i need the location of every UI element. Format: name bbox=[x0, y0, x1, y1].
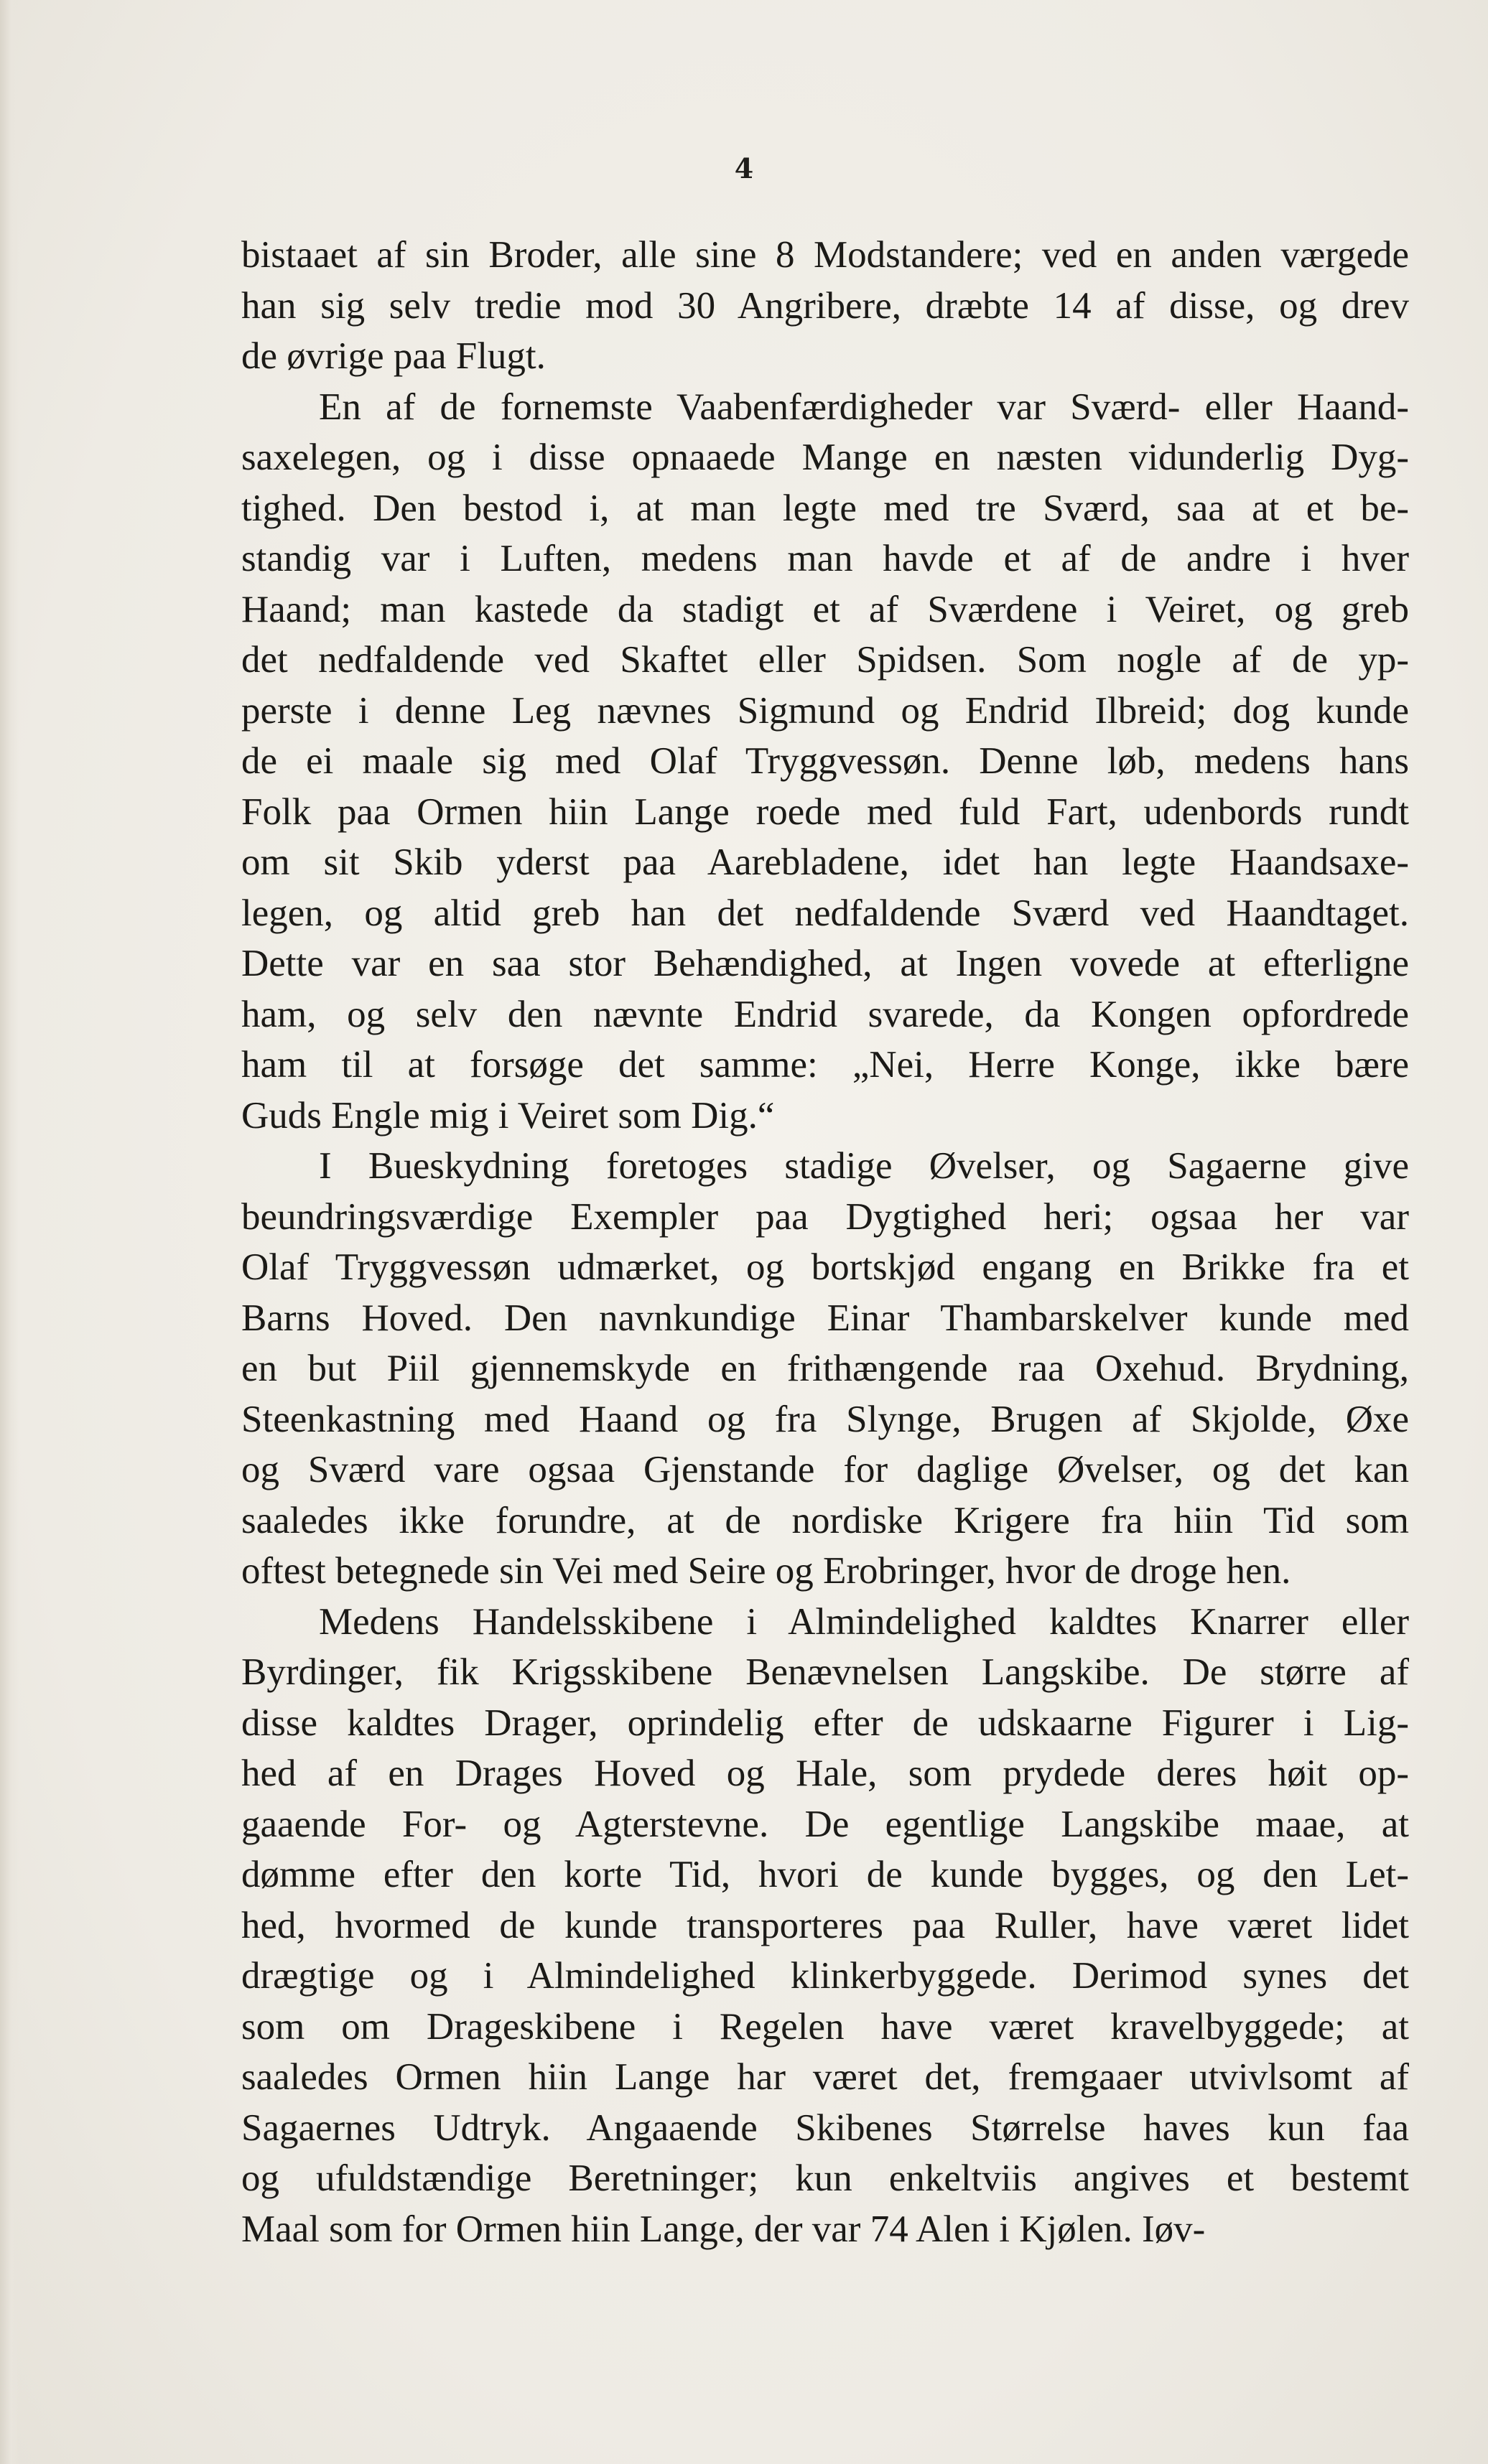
text-line: drægtige og i Almindelighed klinkerbyggede. Derimod synes det bbox=[241, 1955, 1409, 1997]
text-line: de ei maale sig med Olaf Tryggvessøn. Denne løb, medens hans bbox=[241, 740, 1409, 782]
text-line: Byrdinger, fik Krigsskibene Benævnelsen Langskibe. De større af bbox=[241, 1651, 1409, 1693]
body-text bbox=[241, 230, 1409, 2254]
text-line: disse kaldtes Drager, oprindelig efter de udskaarne Figurer i Lig- bbox=[241, 1702, 1409, 1744]
text-line: om sit Skib yderst paa Aarebladene, idet han legte Haandsaxe- bbox=[241, 841, 1409, 883]
text-line: bistaaet af sin Broder, alle sine 8 Modstandere; ved en anden værgede bbox=[241, 234, 1409, 276]
text-line: Folk paa Ormen hiin Lange roede med fuld Fart, udenbords rundt bbox=[241, 790, 1409, 833]
text-line: Sagaernes Udtryk. Angaaende Skibenes Størrelse haves kun faa bbox=[241, 2106, 1409, 2149]
text-line: Maal som for Ormen hiin Lange, der var 74 Alen i Kjølen. Iøv- bbox=[241, 2208, 1206, 2250]
text-line: standig var i Luften, medens man havde et af de andre i hver bbox=[241, 538, 1409, 579]
text-line: I Bueskydning foretoges stadige Øvelser, og Sagaerne give bbox=[319, 1145, 1409, 1187]
text-line: Haand; man kastede da stadigt et af Sværdene i Veiret, og greb bbox=[241, 588, 1409, 630]
text-line: Medens Handelsskibene i Almindelighed kaldtes Knarrer eller bbox=[319, 1600, 1409, 1643]
text-line: han sig selv tredie mod 30 Angribere, dræbte 14 af disse, og drev bbox=[241, 284, 1409, 327]
text-line: hed, hvormed de kunde transporteres paa Ruller, have været lidet bbox=[241, 1904, 1409, 1946]
text-line: tighed. Den bestod i, at man legte med tre Sværd, saa at et be- bbox=[241, 487, 1409, 529]
page-binding-edge bbox=[0, 0, 19, 2464]
text-line: saxelegen, og i disse opnaaede Mange en næsten vidunderlig Dyg- bbox=[241, 437, 1409, 478]
text-line: Guds Engle mig i Veiret som Dig.“ bbox=[241, 1094, 775, 1137]
paragraph bbox=[241, 230, 1409, 382]
text-line: en but Piil gjennemskyde en frithængende raa Oxehud. Brydning, bbox=[241, 1348, 1409, 1389]
text-line: oftest betegnede sin Vei med Seire og Erobringer, hvor de droge hen. bbox=[241, 1550, 1291, 1592]
text-line: En af de fornemste Vaabenfærdigheder var Sværd- eller Haand- bbox=[319, 386, 1409, 428]
paragraph bbox=[241, 1141, 1409, 1597]
text-line: ham til at forsøge det samme: „Nei, Herre Konge, ikke bære bbox=[241, 1044, 1409, 1086]
text-line: som om Drageskibene i Regelen have været kravelbyggede; at bbox=[241, 2005, 1409, 2048]
text-line: beundringsværdige Exempler paa Dygtighed heri; ogsaa her var bbox=[241, 1195, 1409, 1238]
text-line: Dette var en saa stor Behændighed, at Ingen vovede at efterligne bbox=[241, 943, 1409, 984]
text-line: ham, og selv den nævnte Endrid svarede, da Kongen opfordrede bbox=[241, 993, 1409, 1035]
text-line: Olaf Tryggvessøn udmærket, og bortskjød engang en Brikke fra et bbox=[241, 1246, 1409, 1288]
text-line: og ufuldstændige Beretninger; kun enkeltviis angives et bestemt bbox=[241, 2157, 1409, 2199]
text-line: hed af en Drages Hoved og Hale, som prydede deres høit op- bbox=[241, 1753, 1409, 1794]
text-line: perste i denne Leg nævnes Sigmund og Endrid Ilbreid; dog kunde bbox=[241, 689, 1409, 732]
paragraph bbox=[241, 1597, 1409, 2255]
text-line: Steenkastning med Haand og fra Slynge, Brugen af Skjolde, Øxe bbox=[241, 1398, 1409, 1440]
text-line: legen, og altid greb han det nedfaldende Sværd ved Haandtaget. bbox=[241, 892, 1409, 934]
page-number: 4 bbox=[734, 152, 754, 185]
text-line: saaledes Ormen hiin Lange har været det, fremgaaer utvivlsomt af bbox=[241, 2056, 1409, 2098]
text-line: det nedfaldende ved Skaftet eller Spidsen. Som nogle af de yp- bbox=[241, 639, 1409, 681]
text-line: Barns Hoved. Den navnkundige Einar Thambarskelver kunde med bbox=[241, 1297, 1409, 1339]
text-line: saaledes ikke forundre, at de nordiske Krigere fra hiin Tid som bbox=[241, 1499, 1409, 1541]
text-line: gaaende For- og Agterstevne. De egentlige Langskibe maae, at bbox=[241, 1803, 1409, 1845]
text-line: dømme efter den korte Tid, hvori de kunde bygges, og den Let- bbox=[241, 1854, 1409, 1895]
text-line: de øvrige paa Flugt. bbox=[241, 335, 546, 377]
text-line: og Sværd vare ogsaa Gjenstande for daglige Øvelser, og det kan bbox=[241, 1449, 1409, 1490]
paragraph bbox=[241, 382, 1409, 1142]
